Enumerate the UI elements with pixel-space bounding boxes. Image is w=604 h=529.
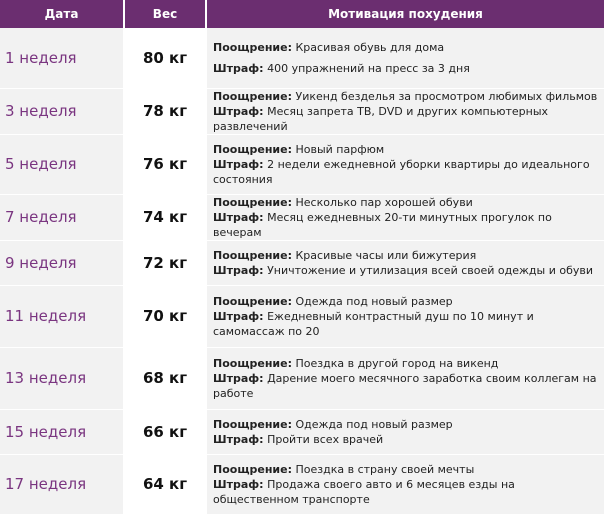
- reward-label: Поощрение:: [213, 417, 292, 431]
- penalty-label: Штраф:: [213, 309, 264, 323]
- row-weight: 66 кг: [124, 409, 206, 454]
- row-motivation: [206, 88, 604, 134]
- table-row: [0, 134, 604, 194]
- reward-text: Несколько пар хорошей обуви: [295, 195, 473, 209]
- row-date: 17 неделя: [0, 454, 124, 514]
- row-date: 3 неделя: [0, 88, 124, 134]
- table-row: [0, 347, 604, 409]
- row-weight: 64 кг: [124, 454, 206, 514]
- penalty-line: [213, 432, 602, 447]
- reward-line: [213, 142, 602, 157]
- penalty-label: Штраф:: [213, 263, 264, 277]
- penalty-line: [213, 104, 602, 134]
- reward-line: [213, 40, 602, 55]
- row-date: 9 неделя: [0, 240, 124, 285]
- reward-text: Красивая обувь для дома: [295, 40, 445, 54]
- table-row: [0, 28, 604, 88]
- row-motivation: [206, 454, 604, 514]
- row-motivation: [206, 240, 604, 285]
- reward-label: Поощрение:: [213, 294, 292, 308]
- row-motivation: [206, 134, 604, 194]
- row-date: 7 неделя: [0, 194, 124, 240]
- reward-label: Поощрение:: [213, 356, 292, 370]
- penalty-line: [213, 371, 602, 401]
- reward-line: [213, 248, 602, 263]
- row-date: 5 неделя: [0, 134, 124, 194]
- penalty-label: Штраф:: [213, 157, 264, 171]
- reward-line: [213, 294, 602, 309]
- row-weight: 72 кг: [124, 240, 206, 285]
- penalty-label: Штраф:: [213, 477, 264, 491]
- header-weight: Вес: [124, 0, 206, 28]
- reward-label: Поощрение:: [213, 462, 292, 476]
- table-row: [0, 285, 604, 347]
- penalty-text: Продажа своего авто и 6 месяцев езды на общественном транспорте: [213, 477, 515, 506]
- header-motivation: Мотивация похудения: [206, 0, 604, 28]
- penalty-label: Штраф:: [213, 210, 264, 224]
- penalty-line: [213, 477, 602, 507]
- row-date: 15 неделя: [0, 409, 124, 454]
- reward-text: Новый парфюм: [295, 142, 385, 156]
- table-row: [0, 240, 604, 285]
- penalty-line: [213, 263, 602, 278]
- reward-line: [213, 356, 602, 371]
- reward-text: Уикенд безделья за просмотром любимых фильмов: [295, 89, 598, 103]
- penalty-text: Уничтожение и утилизация всей своей одежды и обуви: [267, 263, 593, 277]
- row-motivation: [206, 194, 604, 240]
- reward-label: Поощрение:: [213, 89, 292, 103]
- penalty-text: Месяц запрета ТВ, DVD и других компьютерных развлечений: [213, 104, 549, 133]
- reward-line: [213, 89, 602, 104]
- row-date: 1 неделя: [0, 28, 124, 88]
- reward-text: Поездка в другой город на викенд: [295, 356, 499, 370]
- reward-text: Красивые часы или бижутерия: [295, 248, 477, 262]
- row-weight: 74 кг: [124, 194, 206, 240]
- row-weight: 76 кг: [124, 134, 206, 194]
- reward-label: Поощрение:: [213, 248, 292, 262]
- table-row: [0, 194, 604, 240]
- table-row: [0, 409, 604, 454]
- penalty-label: Штраф:: [213, 371, 264, 385]
- penalty-text: Пройти всех врачей: [267, 432, 384, 446]
- penalty-text: Месяц ежедневных 20-ти минутных прогулок по вечерам: [213, 210, 552, 239]
- penalty-text: 2 недели ежедневной уборки квартиры до идеального состояния: [213, 157, 590, 186]
- reward-line: [213, 417, 602, 432]
- penalty-line: [213, 157, 602, 187]
- penalty-line: [213, 210, 602, 240]
- penalty-text: Ежедневный контрастный душ по 10 минут и самомассаж по 20: [213, 309, 534, 338]
- row-motivation: [206, 285, 604, 347]
- table-row: [0, 454, 604, 514]
- row-date: 13 неделя: [0, 347, 124, 409]
- table-row: [0, 88, 604, 134]
- reward-text: Одежда под новый размер: [295, 417, 453, 431]
- reward-line: [213, 195, 602, 210]
- header-date: Дата: [0, 0, 124, 28]
- reward-line: [213, 462, 602, 477]
- penalty-label: Штраф:: [213, 104, 264, 118]
- row-motivation: [206, 347, 604, 409]
- row-date: 11 неделя: [0, 285, 124, 347]
- table-header-row: [0, 0, 604, 28]
- reward-label: Поощрение:: [213, 195, 292, 209]
- row-weight: 68 кг: [124, 347, 206, 409]
- row-weight: 78 кг: [124, 88, 206, 134]
- row-motivation: [206, 28, 604, 88]
- row-motivation: [206, 409, 604, 454]
- penalty-label: Штраф:: [213, 432, 264, 446]
- penalty-line: [213, 61, 602, 76]
- penalty-line: [213, 309, 602, 339]
- row-weight: 80 кг: [124, 28, 206, 88]
- penalty-text: Дарение моего месячного заработка своим коллегам на работе: [213, 371, 597, 400]
- row-weight: 70 кг: [124, 285, 206, 347]
- reward-text: Поездка в страну своей мечты: [295, 462, 475, 476]
- penalty-text: 400 упражнений на пресс за 3 дня: [267, 61, 470, 75]
- table-body: [0, 28, 604, 514]
- reward-label: Поощрение:: [213, 142, 292, 156]
- penalty-label: Штраф:: [213, 61, 264, 75]
- reward-label: Поощрение:: [213, 40, 292, 54]
- reward-text: Одежда под новый размер: [295, 294, 453, 308]
